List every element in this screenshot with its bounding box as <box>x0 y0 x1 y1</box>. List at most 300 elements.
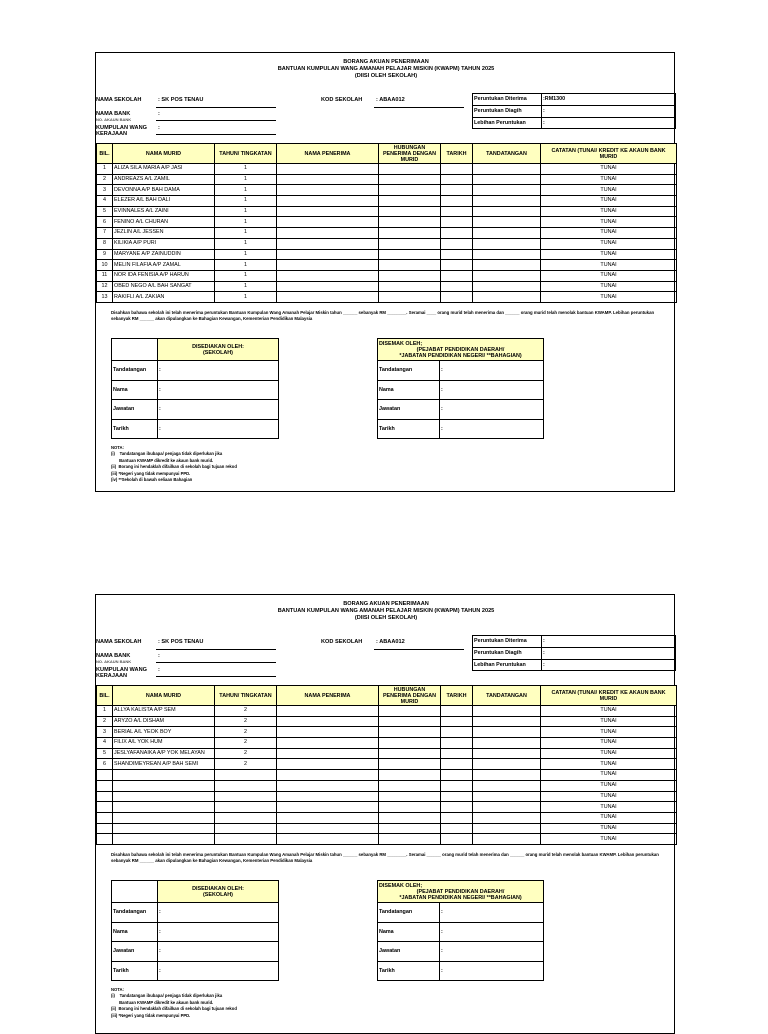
kumpulan-line <box>156 676 276 677</box>
tarikh-cell[interactable] <box>441 823 473 834</box>
table-row <box>97 802 677 813</box>
nama-penerima-cell[interactable] <box>277 802 379 813</box>
tahun-cell: 1 <box>215 174 277 185</box>
bil-cell: 6 <box>97 759 113 770</box>
form-subtitle-2: (DIISI OLEH SEKOLAH) <box>354 615 418 621</box>
table-row <box>97 260 677 271</box>
tarikh-cell[interactable] <box>441 759 473 770</box>
note-line: Bantuan KWAMP dikredit ke akaun bank murid. <box>111 457 214 463</box>
hubungan-cell[interactable] <box>379 748 441 759</box>
tandatangan-cell[interactable] <box>473 270 541 281</box>
nama-penerima-cell[interactable] <box>277 238 379 249</box>
nama-murid-cell: ALIZA SILA MARIA A/P JASI <box>113 164 215 175</box>
allocation-label: Peruntukan Diterima <box>474 638 527 644</box>
catatan-cell: TUNAI <box>541 174 677 185</box>
nama-murid-cell: DEVONNA A/P BAH DAMA <box>113 185 215 196</box>
sig-field[interactable]: : <box>440 361 544 381</box>
nama-murid-cell: RAKIFLI A/L ZAKIAN <box>113 292 215 303</box>
table-row <box>97 206 677 217</box>
tandatangan-cell[interactable] <box>473 727 541 738</box>
bil-cell: 9 <box>97 249 113 260</box>
hubungan-cell[interactable] <box>379 164 441 175</box>
hubungan-cell[interactable] <box>379 206 441 217</box>
tandatangan-cell[interactable] <box>473 217 541 228</box>
catatan-cell: TUNAI <box>541 759 677 770</box>
col-tandatangan: TANDATANGAN <box>473 144 541 164</box>
recipients-table <box>96 143 677 303</box>
col-tandatangan: TANDATANGAN <box>473 686 541 706</box>
sig-label: Tarikh <box>112 961 158 981</box>
nama-penerima-cell[interactable] <box>277 706 379 717</box>
sig-field[interactable]: : <box>158 361 279 381</box>
form-title: BORANG AKUAN PENERIMAAN <box>343 59 429 65</box>
hubungan-cell[interactable] <box>379 228 441 239</box>
sig-label: Tandatangan <box>112 361 158 381</box>
kod-sekolah-value: : ABAA012 <box>376 639 405 645</box>
tahun-cell: 1 <box>215 249 277 260</box>
notes <box>111 445 237 483</box>
tahun-cell: 1 <box>215 228 277 239</box>
tahun-cell: 1 <box>215 196 277 207</box>
sig-label: Tarikh <box>378 961 440 981</box>
kumpulan-label-2: KERAJAAN <box>96 131 128 137</box>
hubungan-cell[interactable] <box>379 716 441 727</box>
sig-field[interactable]: : <box>440 419 544 439</box>
hubungan-cell[interactable] <box>379 281 441 292</box>
sig-field[interactable]: : <box>440 961 544 981</box>
declaration-text: Disahkan bahawa sekolah ini telah menerima peruntukan Bantuan Kumpulan Wang Amanah Pelajar Miskin tahun ______ sebanyak RM ________. Seramai ______ orang murid telah menerima dan ______ orang murid telah menolak bantuan KWAMP. Lebihan peruntukan sebanyak RM ______ akan dipulangkan ke Bahagian Kewangan, Kementerian Pendidikan Malaysia <box>111 852 659 863</box>
prepared-by-table <box>111 880 279 981</box>
bil-cell: 13 <box>97 292 113 303</box>
tarikh-cell[interactable] <box>441 780 473 791</box>
nama-penerima-cell[interactable] <box>277 738 379 749</box>
sig-field[interactable]: : <box>440 942 544 962</box>
sig-label: Nama <box>378 380 440 400</box>
allocation-value[interactable]: :RM1300 <box>541 94 565 105</box>
tarikh-cell[interactable] <box>441 238 473 249</box>
kumpulan-label-1: KUMPULAN WANG <box>96 667 147 673</box>
table-row <box>97 716 677 727</box>
nama-murid-cell: BERIAL A/L YEOK BOY <box>113 727 215 738</box>
sig-field[interactable]: : <box>158 380 279 400</box>
tahun-cell: 2 <box>215 748 277 759</box>
table-row <box>97 727 677 738</box>
col-tarikh: TARIKH <box>441 686 473 706</box>
nama-murid-cell <box>113 770 215 781</box>
nama-murid-cell: NOR IDA FENISIA A/P HARUN <box>113 270 215 281</box>
nama-bank-line <box>156 662 276 663</box>
form-title: BORANG AKUAN PENERIMAAN <box>343 601 429 607</box>
nama-murid-cell: FILIX A/L YOK HUM <box>113 738 215 749</box>
sig-field[interactable]: : <box>158 419 279 439</box>
tahun-cell <box>215 834 277 845</box>
nama-murid-cell: JEZLIN A/L JESSEN <box>113 228 215 239</box>
tahun-cell: 1 <box>215 164 277 175</box>
allocation-row <box>472 93 676 105</box>
tahun-cell: 1 <box>215 206 277 217</box>
allocation-value[interactable]: : <box>541 648 545 659</box>
table-header-row <box>97 686 677 706</box>
nama-sekolah-value: : SK POS TENAU <box>158 97 204 103</box>
hubungan-cell[interactable] <box>379 174 441 185</box>
table-row <box>97 196 677 207</box>
table-row <box>97 228 677 239</box>
tarikh-cell[interactable] <box>441 812 473 823</box>
tandatangan-cell[interactable] <box>473 292 541 303</box>
catatan-cell: TUNAI <box>541 823 677 834</box>
tandatangan-cell[interactable] <box>473 249 541 260</box>
kod-sekolah-line <box>374 107 464 108</box>
hubungan-cell[interactable] <box>379 770 441 781</box>
tahun-cell: 1 <box>215 281 277 292</box>
tandatangan-cell[interactable] <box>473 706 541 717</box>
tarikh-cell[interactable] <box>441 174 473 185</box>
nama-murid-cell <box>113 812 215 823</box>
tahun-cell: 2 <box>215 727 277 738</box>
bil-cell: 8 <box>97 238 113 249</box>
tarikh-cell[interactable] <box>441 196 473 207</box>
tandatangan-cell[interactable] <box>473 780 541 791</box>
nama-penerima-cell[interactable] <box>277 834 379 845</box>
allocation-value[interactable]: : <box>541 660 545 671</box>
bil-cell: 3 <box>97 185 113 196</box>
hubungan-cell[interactable] <box>379 292 441 303</box>
sig-label: Nama <box>112 922 158 942</box>
catatan-cell: TUNAI <box>541 281 677 292</box>
form-page-2 <box>95 594 675 1034</box>
note-line: (iv) **Sekolah di bawah seliaan Bahagian <box>111 477 193 483</box>
nama-murid-cell: ARYZO A/L DISHAM <box>113 716 215 727</box>
nama-penerima-cell[interactable] <box>277 185 379 196</box>
catatan-cell: TUNAI <box>541 780 677 791</box>
prepared-title: DISEDIAKAN OLEH: <box>192 885 244 892</box>
nama-penerima-cell[interactable] <box>277 727 379 738</box>
table-row <box>97 164 677 175</box>
hubungan-cell[interactable] <box>379 270 441 281</box>
col-hubungan: HUBUNGAN PENERIMA DENGAN MURID <box>379 686 441 706</box>
tarikh-cell[interactable] <box>441 185 473 196</box>
sig-field[interactable]: : <box>158 400 279 420</box>
sig-field[interactable]: : <box>158 942 279 962</box>
tandatangan-cell[interactable] <box>473 791 541 802</box>
tandatangan-cell[interactable] <box>473 716 541 727</box>
kumpulan-line <box>156 134 276 135</box>
table-row <box>97 759 677 770</box>
catatan-cell: TUNAI <box>541 812 677 823</box>
bil-cell <box>97 770 113 781</box>
form-subtitle: BANTUAN KUMPULAN WANG AMANAH PELAJAR MISKIN (KWAPM) TAHUN 2025 <box>277 608 495 614</box>
kumpulan-value: : <box>158 125 160 131</box>
checked-subtitle-2: *JABATAN PENDIDIKAN NEGERI/ **BAHAGIAN) <box>399 352 522 359</box>
kumpulan-label-2: KERAJAAN <box>96 673 128 679</box>
hubungan-cell[interactable] <box>379 727 441 738</box>
hubungan-cell[interactable] <box>379 706 441 717</box>
nama-penerima-cell[interactable] <box>277 164 379 175</box>
tandatangan-cell[interactable] <box>473 834 541 845</box>
hubungan-cell[interactable] <box>379 185 441 196</box>
catatan-cell: TUNAI <box>541 228 677 239</box>
hubungan-cell[interactable] <box>379 812 441 823</box>
table-row <box>97 174 677 185</box>
nama-murid-cell: MARYANE A/P ZAINUDDIN <box>113 249 215 260</box>
nama-sekolah-label: NAMA SEKOLAH <box>96 639 142 645</box>
hubungan-cell[interactable] <box>379 249 441 260</box>
catatan-cell: TUNAI <box>541 206 677 217</box>
nama-sekolah-label: NAMA SEKOLAH <box>96 97 142 103</box>
nama-penerima-cell[interactable] <box>277 281 379 292</box>
nama-penerima-cell[interactable] <box>277 780 379 791</box>
sig-field[interactable]: : <box>158 903 279 923</box>
allocation-row <box>472 117 676 129</box>
hubungan-cell[interactable] <box>379 260 441 271</box>
sig-label: Tandatangan <box>378 903 440 923</box>
nama-sekolah-line <box>156 107 276 108</box>
nama-bank-label: NAMA BANK <box>96 653 131 659</box>
nama-penerima-cell[interactable] <box>277 823 379 834</box>
nama-penerima-cell[interactable] <box>277 759 379 770</box>
hubungan-cell[interactable] <box>379 834 441 845</box>
nama-murid-cell: ALLYA KALISTA A/P SEM <box>113 706 215 717</box>
allocation-value[interactable]: : <box>541 118 545 129</box>
tarikh-cell[interactable] <box>441 260 473 271</box>
nama-penerima-cell[interactable] <box>277 228 379 239</box>
bil-cell: 4 <box>97 738 113 749</box>
kumpulan-value: : <box>158 667 160 673</box>
note-line: (ii) Borang ini hendaklah difailkan di sekolah bagi tujuan rekod <box>111 1006 237 1012</box>
nama-murid-cell <box>113 834 215 845</box>
nama-sekolah-value: : SK POS TENAU <box>158 639 204 645</box>
sig-field[interactable]: : <box>440 922 544 942</box>
sig-field[interactable]: : <box>158 922 279 942</box>
tarikh-cell[interactable] <box>441 292 473 303</box>
table-row <box>97 706 677 717</box>
allocation-label: Peruntukan Diagih <box>474 108 522 114</box>
table-row <box>97 249 677 260</box>
tahun-cell: 1 <box>215 260 277 271</box>
tarikh-cell[interactable] <box>441 834 473 845</box>
checked-subtitle: (PEJABAT PENDIDIKAN DAERAH/ <box>416 888 505 895</box>
nama-penerima-cell[interactable] <box>277 206 379 217</box>
checked-title: DISEMAK OLEH; <box>379 340 423 347</box>
sig-field[interactable]: : <box>440 380 544 400</box>
allocation-label: Lebihan Peruntukan <box>474 120 526 126</box>
col-hubungan: HUBUNGAN PENERIMA DENGAN MURID <box>379 144 441 164</box>
tandatangan-cell[interactable] <box>473 748 541 759</box>
nama-bank-value: : <box>158 653 160 659</box>
tandatangan-cell[interactable] <box>473 738 541 749</box>
nama-murid-cell: FENINO A/L CHURAN <box>113 217 215 228</box>
bil-cell <box>97 802 113 813</box>
table-row <box>97 738 677 749</box>
page-gap <box>0 500 768 590</box>
table-row <box>97 270 677 281</box>
hubungan-cell[interactable] <box>379 791 441 802</box>
checked-subtitle-2: *JABATAN PENDIDIKAN NEGERI/ **BAHAGIAN) <box>399 894 522 901</box>
tarikh-cell[interactable] <box>441 281 473 292</box>
tandatangan-cell[interactable] <box>473 196 541 207</box>
bil-cell: 5 <box>97 748 113 759</box>
kod-sekolah-line <box>374 649 464 650</box>
tahun-cell <box>215 812 277 823</box>
checked-subtitle: (PEJABAT PENDIDIKAN DAERAH/ <box>416 346 505 353</box>
tandatangan-cell[interactable] <box>473 802 541 813</box>
allocation-row <box>472 659 676 671</box>
table-row <box>97 812 677 823</box>
nama-penerima-cell[interactable] <box>277 770 379 781</box>
tarikh-cell[interactable] <box>441 748 473 759</box>
hubungan-cell[interactable] <box>379 217 441 228</box>
tandatangan-cell[interactable] <box>473 228 541 239</box>
bil-cell <box>97 780 113 791</box>
note-line: (i) Tandatangan ibubapa/ penjaga tidak diperlukan jika <box>111 993 223 999</box>
hubungan-cell[interactable] <box>379 238 441 249</box>
tarikh-cell[interactable] <box>441 270 473 281</box>
nama-penerima-cell[interactable] <box>277 292 379 303</box>
table-row <box>97 791 677 802</box>
tandatangan-cell[interactable] <box>473 164 541 175</box>
tarikh-cell[interactable] <box>441 716 473 727</box>
nama-penerima-cell[interactable] <box>277 716 379 727</box>
tarikh-cell[interactable] <box>441 738 473 749</box>
hubungan-cell[interactable] <box>379 759 441 770</box>
nama-murid-cell <box>113 791 215 802</box>
tandatangan-cell[interactable] <box>473 185 541 196</box>
bil-cell <box>97 823 113 834</box>
tandatangan-cell[interactable] <box>473 260 541 271</box>
note-line: (iii) *Negeri yang tidak mempunyai PPD. <box>111 470 191 476</box>
note-line: NOTA: <box>111 445 124 450</box>
nama-bank-label: NAMA BANK <box>96 111 131 117</box>
nama-penerima-cell[interactable] <box>277 791 379 802</box>
note-line: (i) Tandatangan ibubapa/ penjaga tidak diperlukan jika <box>111 451 223 457</box>
tahun-cell: 2 <box>215 706 277 717</box>
nama-murid-cell <box>113 780 215 791</box>
catatan-cell: TUNAI <box>541 748 677 759</box>
tahun-cell: 2 <box>215 759 277 770</box>
nama-penerima-cell[interactable] <box>277 217 379 228</box>
allocation-row <box>472 635 676 647</box>
tarikh-cell[interactable] <box>441 802 473 813</box>
tahun-cell: 1 <box>215 292 277 303</box>
tandatangan-cell[interactable] <box>473 759 541 770</box>
tahun-cell: 2 <box>215 738 277 749</box>
sig-label: Jawatan <box>378 400 440 420</box>
tahun-cell <box>215 770 277 781</box>
allocation-value[interactable]: : <box>541 636 545 647</box>
nama-penerima-cell[interactable] <box>277 174 379 185</box>
allocation-row <box>472 647 676 659</box>
tandatangan-cell[interactable] <box>473 823 541 834</box>
tahun-cell <box>215 780 277 791</box>
sig-field[interactable]: : <box>158 961 279 981</box>
sig-label: Tandatangan <box>112 903 158 923</box>
nama-penerima-cell[interactable] <box>277 249 379 260</box>
nama-penerima-cell[interactable] <box>277 196 379 207</box>
tandatangan-cell[interactable] <box>473 174 541 185</box>
checked-by-table <box>377 338 544 439</box>
bil-cell: 11 <box>97 270 113 281</box>
table-row <box>97 823 677 834</box>
checked-by-table <box>377 880 544 981</box>
tandatangan-cell[interactable] <box>473 206 541 217</box>
note-line: (iii) *Negeri yang tidak mempunyai PPD. <box>111 1012 191 1018</box>
nama-penerima-cell[interactable] <box>277 260 379 271</box>
tandatangan-cell[interactable] <box>473 238 541 249</box>
hubungan-cell[interactable] <box>379 738 441 749</box>
nama-penerima-cell[interactable] <box>277 748 379 759</box>
allocation-box <box>472 93 676 129</box>
nama-murid-cell <box>113 802 215 813</box>
hubungan-cell[interactable] <box>379 802 441 813</box>
tandatangan-cell[interactable] <box>473 770 541 781</box>
nama-penerima-cell[interactable] <box>277 812 379 823</box>
col-nama-murid: NAMA MURID <box>113 686 215 706</box>
tarikh-cell[interactable] <box>441 206 473 217</box>
tarikh-cell[interactable] <box>441 727 473 738</box>
nama-bank-value: : <box>158 111 160 117</box>
sig-label: Jawatan <box>112 942 158 962</box>
nama-penerima-cell[interactable] <box>277 270 379 281</box>
sig-label: Tarikh <box>378 419 440 439</box>
tarikh-cell[interactable] <box>441 164 473 175</box>
table-row <box>97 770 677 781</box>
allocation-value[interactable]: : <box>541 106 545 117</box>
tarikh-cell[interactable] <box>441 770 473 781</box>
catatan-cell: TUNAI <box>541 196 677 207</box>
tarikh-cell[interactable] <box>441 706 473 717</box>
bil-cell: 2 <box>97 174 113 185</box>
catatan-cell: TUNAI <box>541 738 677 749</box>
sig-field[interactable]: : <box>440 903 544 923</box>
bil-cell <box>97 834 113 845</box>
bil-cell: 6 <box>97 217 113 228</box>
tahun-cell: 1 <box>215 238 277 249</box>
kod-sekolah-label: KOD SEKOLAH <box>321 97 363 103</box>
allocation-box <box>472 635 676 671</box>
tahun-cell: 1 <box>215 185 277 196</box>
bil-cell: 5 <box>97 206 113 217</box>
tarikh-cell[interactable] <box>441 791 473 802</box>
tahun-cell: 1 <box>215 270 277 281</box>
catatan-cell: TUNAI <box>541 716 677 727</box>
tarikh-cell[interactable] <box>441 249 473 260</box>
col-bil: BIL. <box>97 686 113 706</box>
no-akaun-label: NO. AKAUN BANK <box>96 659 132 664</box>
tahun-cell: 2 <box>215 716 277 727</box>
hubungan-cell[interactable] <box>379 780 441 791</box>
form-subtitle: BANTUAN KUMPULAN WANG AMANAH PELAJAR MISKIN (KWAPM) TAHUN 2025 <box>277 66 495 72</box>
nama-sekolah-line <box>156 649 276 650</box>
tarikh-cell[interactable] <box>441 228 473 239</box>
tarikh-cell[interactable] <box>441 217 473 228</box>
col-nama-penerima: NAMA PENERIMA <box>277 686 379 706</box>
table-row <box>97 281 677 292</box>
sig-field[interactable]: : <box>440 400 544 420</box>
table-row <box>97 217 677 228</box>
nama-murid-cell <box>113 823 215 834</box>
col-nama-penerima: NAMA PENERIMA <box>277 144 379 164</box>
col-tarikh: TARIKH <box>441 144 473 164</box>
hubungan-cell[interactable] <box>379 823 441 834</box>
tahun-cell: 1 <box>215 217 277 228</box>
sig-label: Nama <box>378 922 440 942</box>
tandatangan-cell[interactable] <box>473 812 541 823</box>
tandatangan-cell[interactable] <box>473 281 541 292</box>
notes <box>111 987 237 1019</box>
hubungan-cell[interactable] <box>379 196 441 207</box>
nama-bank-line <box>156 120 276 121</box>
bil-cell: 1 <box>97 706 113 717</box>
